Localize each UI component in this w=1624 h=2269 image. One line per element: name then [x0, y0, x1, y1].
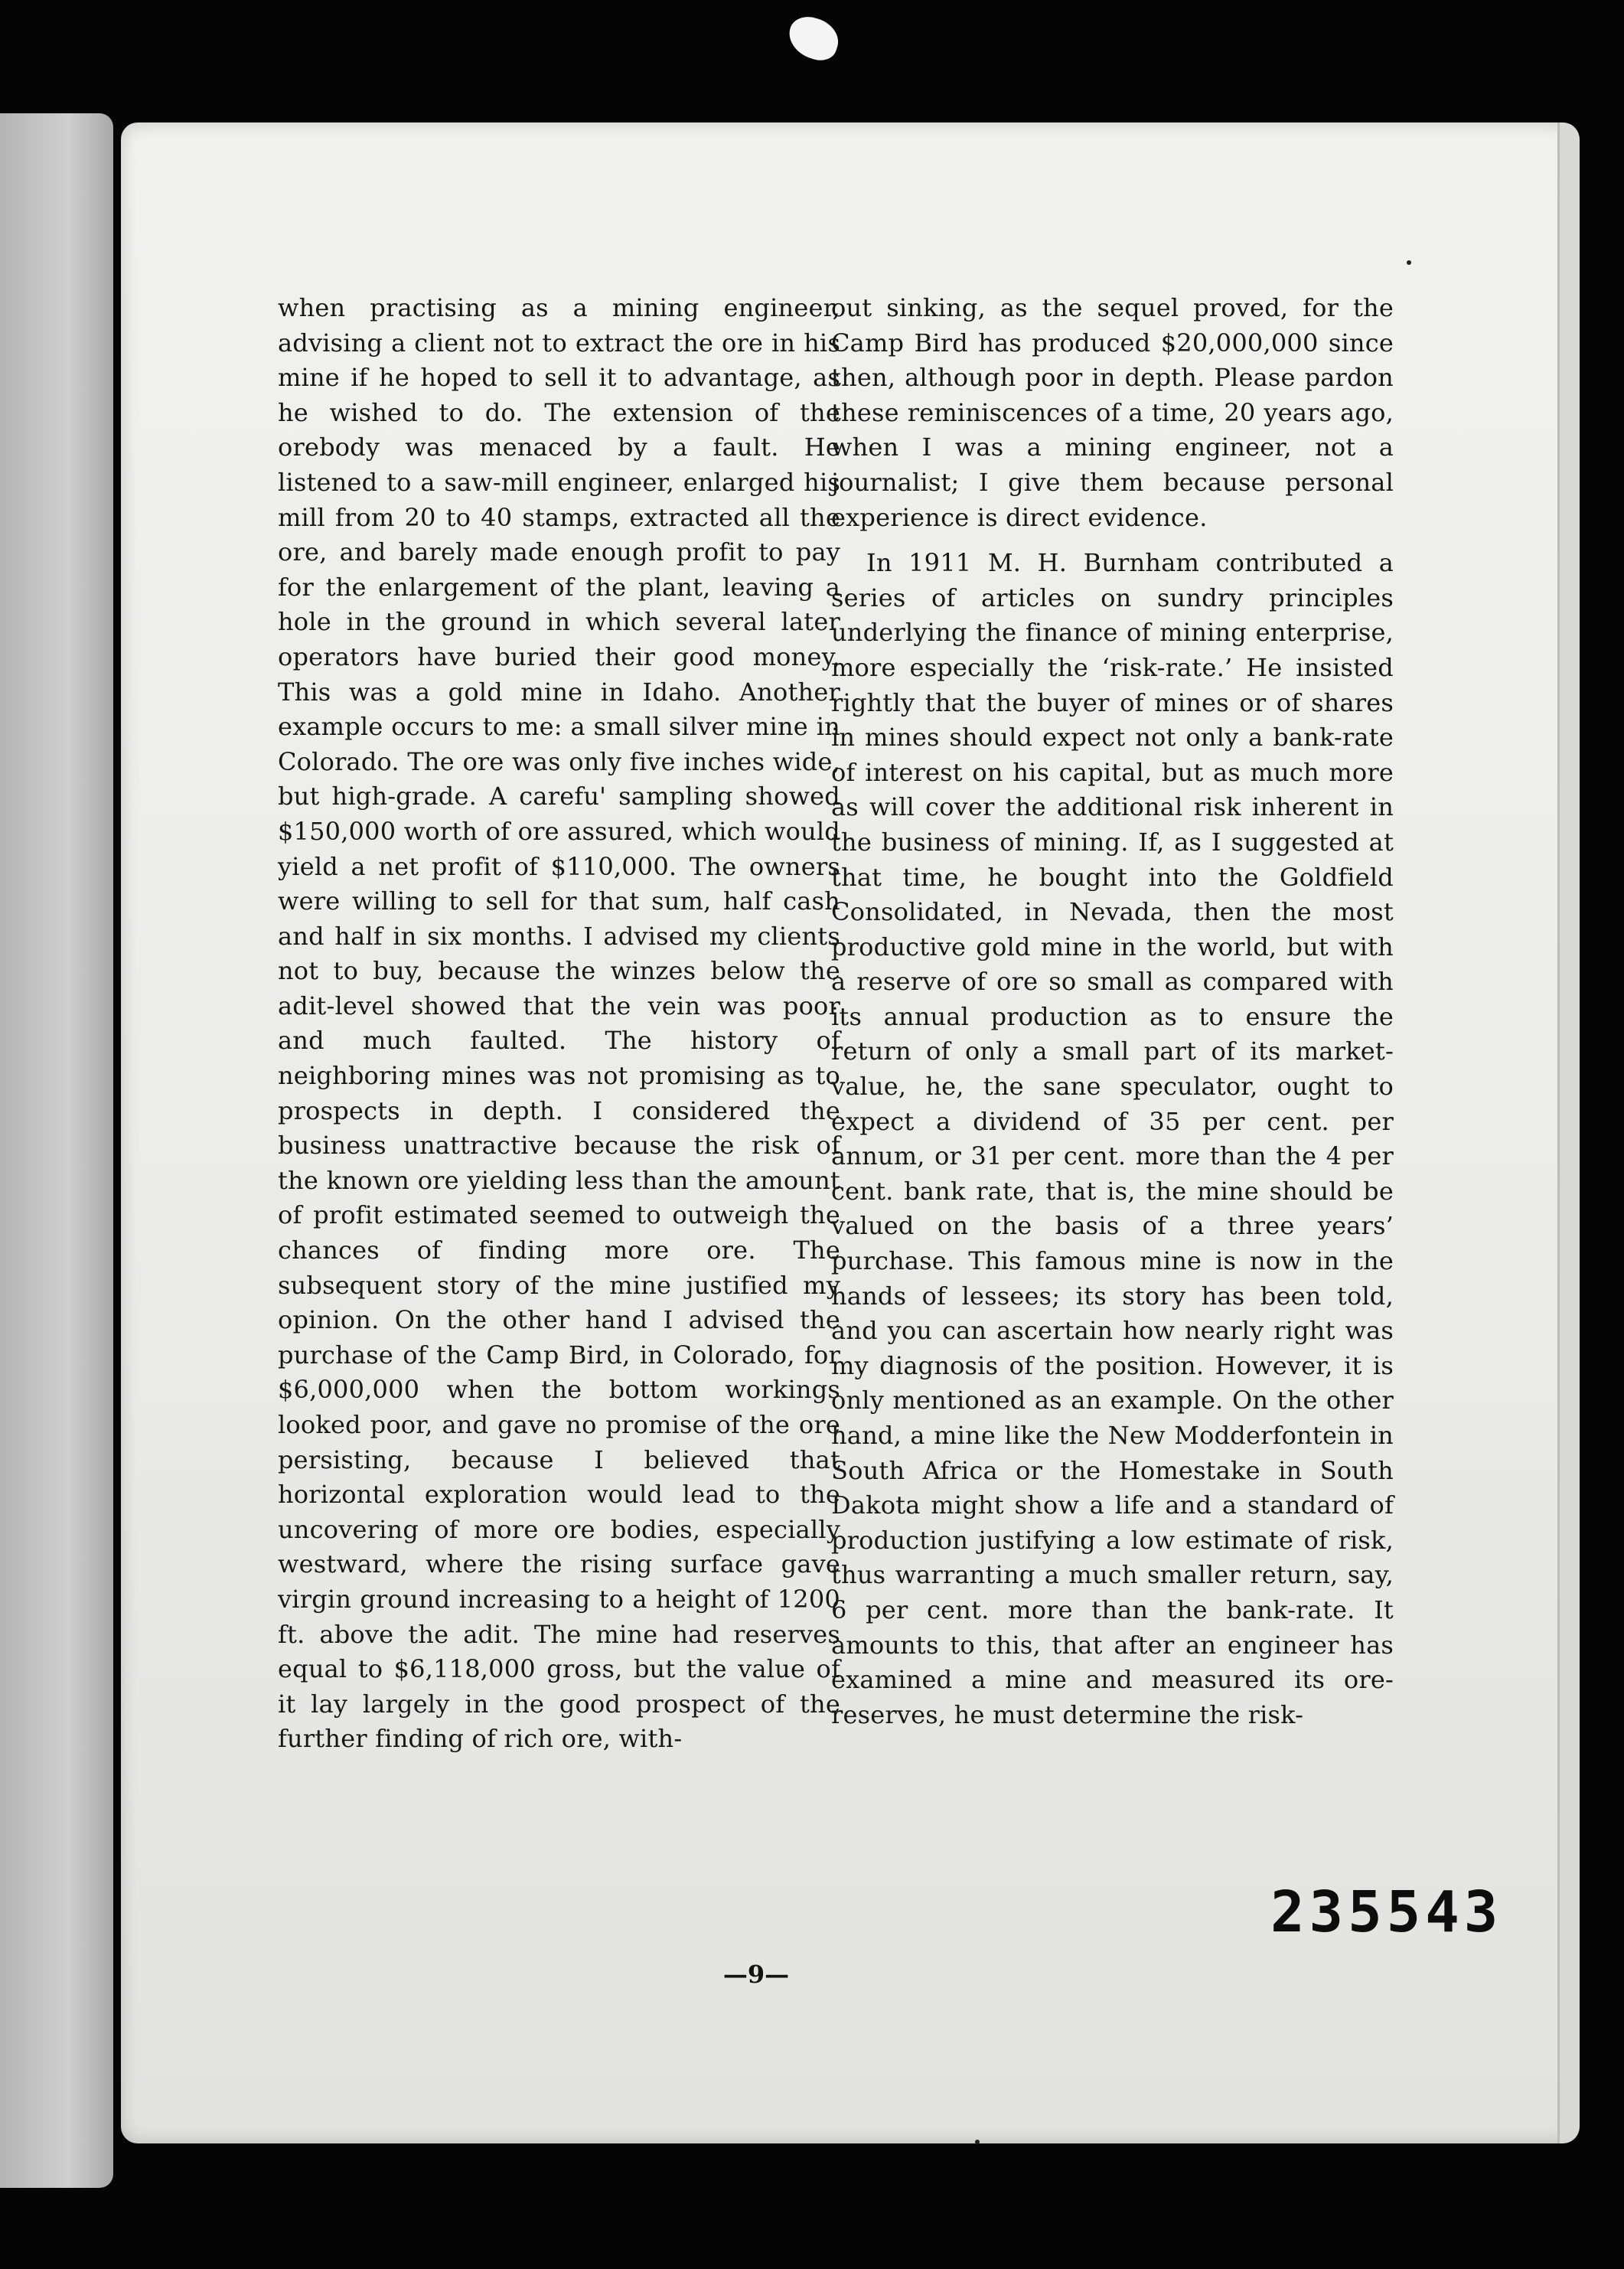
left-column-paragraph-1: when practising as a mining engineer, advising a client not to extract the ore in his mine if he hoped to sell it to advantage, as he wished to do. The extension of the orebody was menaced by a fault. He listened to a saw-mill engineer, enlarged his mill from 20 to 40 stamps, extracted all the ore, and barely made enough profit to pay for the enlargement of the plant, leaving a hole in the ground in which several later operators have buried their good money. This was a gold mine in Idaho. Another example occurs to me: a small silver mine in Colorado. The ore was only five inches wide, but high-grade. A carefu' sampling showed $150,000 worth of ore assured, which would yield a net profit of $110,000. The owners were willing to sell for that sum, half cash and half in six months. I advised my clients not to buy, because the winzes below the adit-level showed that the vein was poor and much faulted. The history of neighboring mines was not promising as to prospects in depth. I considered the business unattractive because the risk of the known ore yielding less than the amount of profit estimated seemed to outweigh the chances of finding more ore. The subsequent story of the mine justified my opinion. On the other hand I advised the purchase of the Camp Bird, in Colorado, for $6,000,000 when the bottom workings looked poor, and gave no promise of the ore persisting, because I believed that horizontal exploration would lead to the uncovering of more ore bodies, especially westward, where the rising surface gave virgin ground increasing to a height of 1200 ft. above the adit. The mine had reserves equal to $6,118,000 gross, but the value of it lay largely in the good prospect of the further finding of rich ore, with-: [278, 293, 840, 1754]
page-fold-edge: [1557, 122, 1580, 2143]
facing-page-edge: [0, 113, 113, 2188]
page-number: —9—: [722, 1960, 790, 1989]
right-column-paragraph-1: out sinking, as the sequel proved, for the Camp Bird has produced $20,000,000 since then, although poor in depth. Please pardon these reminiscences of a time, 20 years ago, when I was a mining engineer, not a journalist; I give them because personal experience is direct evidence.: [831, 293, 1394, 532]
film-speck: [784, 11, 844, 65]
margin-speck: [1407, 260, 1411, 265]
right-column-paragraph-2: In 1911 M. H. Burnham contributed a series of articles on sundry principles underlying the finance of mining enterprise, more especially the ‘risk-rate.’ He insisted rightly that the buyer of mines or of shares in mines should expect not only a bank-rate of interest on his capital, but as much more as will cover the additional risk inherent in the business of mining. If, as I suggested at that time, he bought into the Goldfield Consolidated, in Nevada, then the most productive gold mine in the world, but with a reserve of ore so small as compared with its annual production as to ensure the return of only a small part of its market-value, he, the sane speculator, ought to expect a dividend of 35 per cent. per annum, or 31 per cent. more than the 4 per cent. bank rate, that is, the mine should be valued on the basis of a three years’ purchase. This famous mine is now in the hands of lessees; its story has been told, and you can ascertain how nearly right was my diagnosis of the position. However, it is only mentioned as an example. On the other hand, a mine like the New Modderfontein in South Africa or the Homestake in South Dakota might show a life and a standard of production justifying a low estimate of risk, thus warranting a much smaller return, say, 6 per cent. more than the bank-rate. It amounts to this, that after an engineer has examined a mine and measured its ore-reserves, he must determine the risk-: [831, 548, 1394, 1729]
archive-stamp-number: 235543: [1270, 1879, 1503, 1945]
right-text-column: [831, 291, 1394, 1732]
book-page: [121, 122, 1575, 2143]
left-text-column: [278, 291, 840, 1757]
margin-speck: [975, 2140, 980, 2144]
